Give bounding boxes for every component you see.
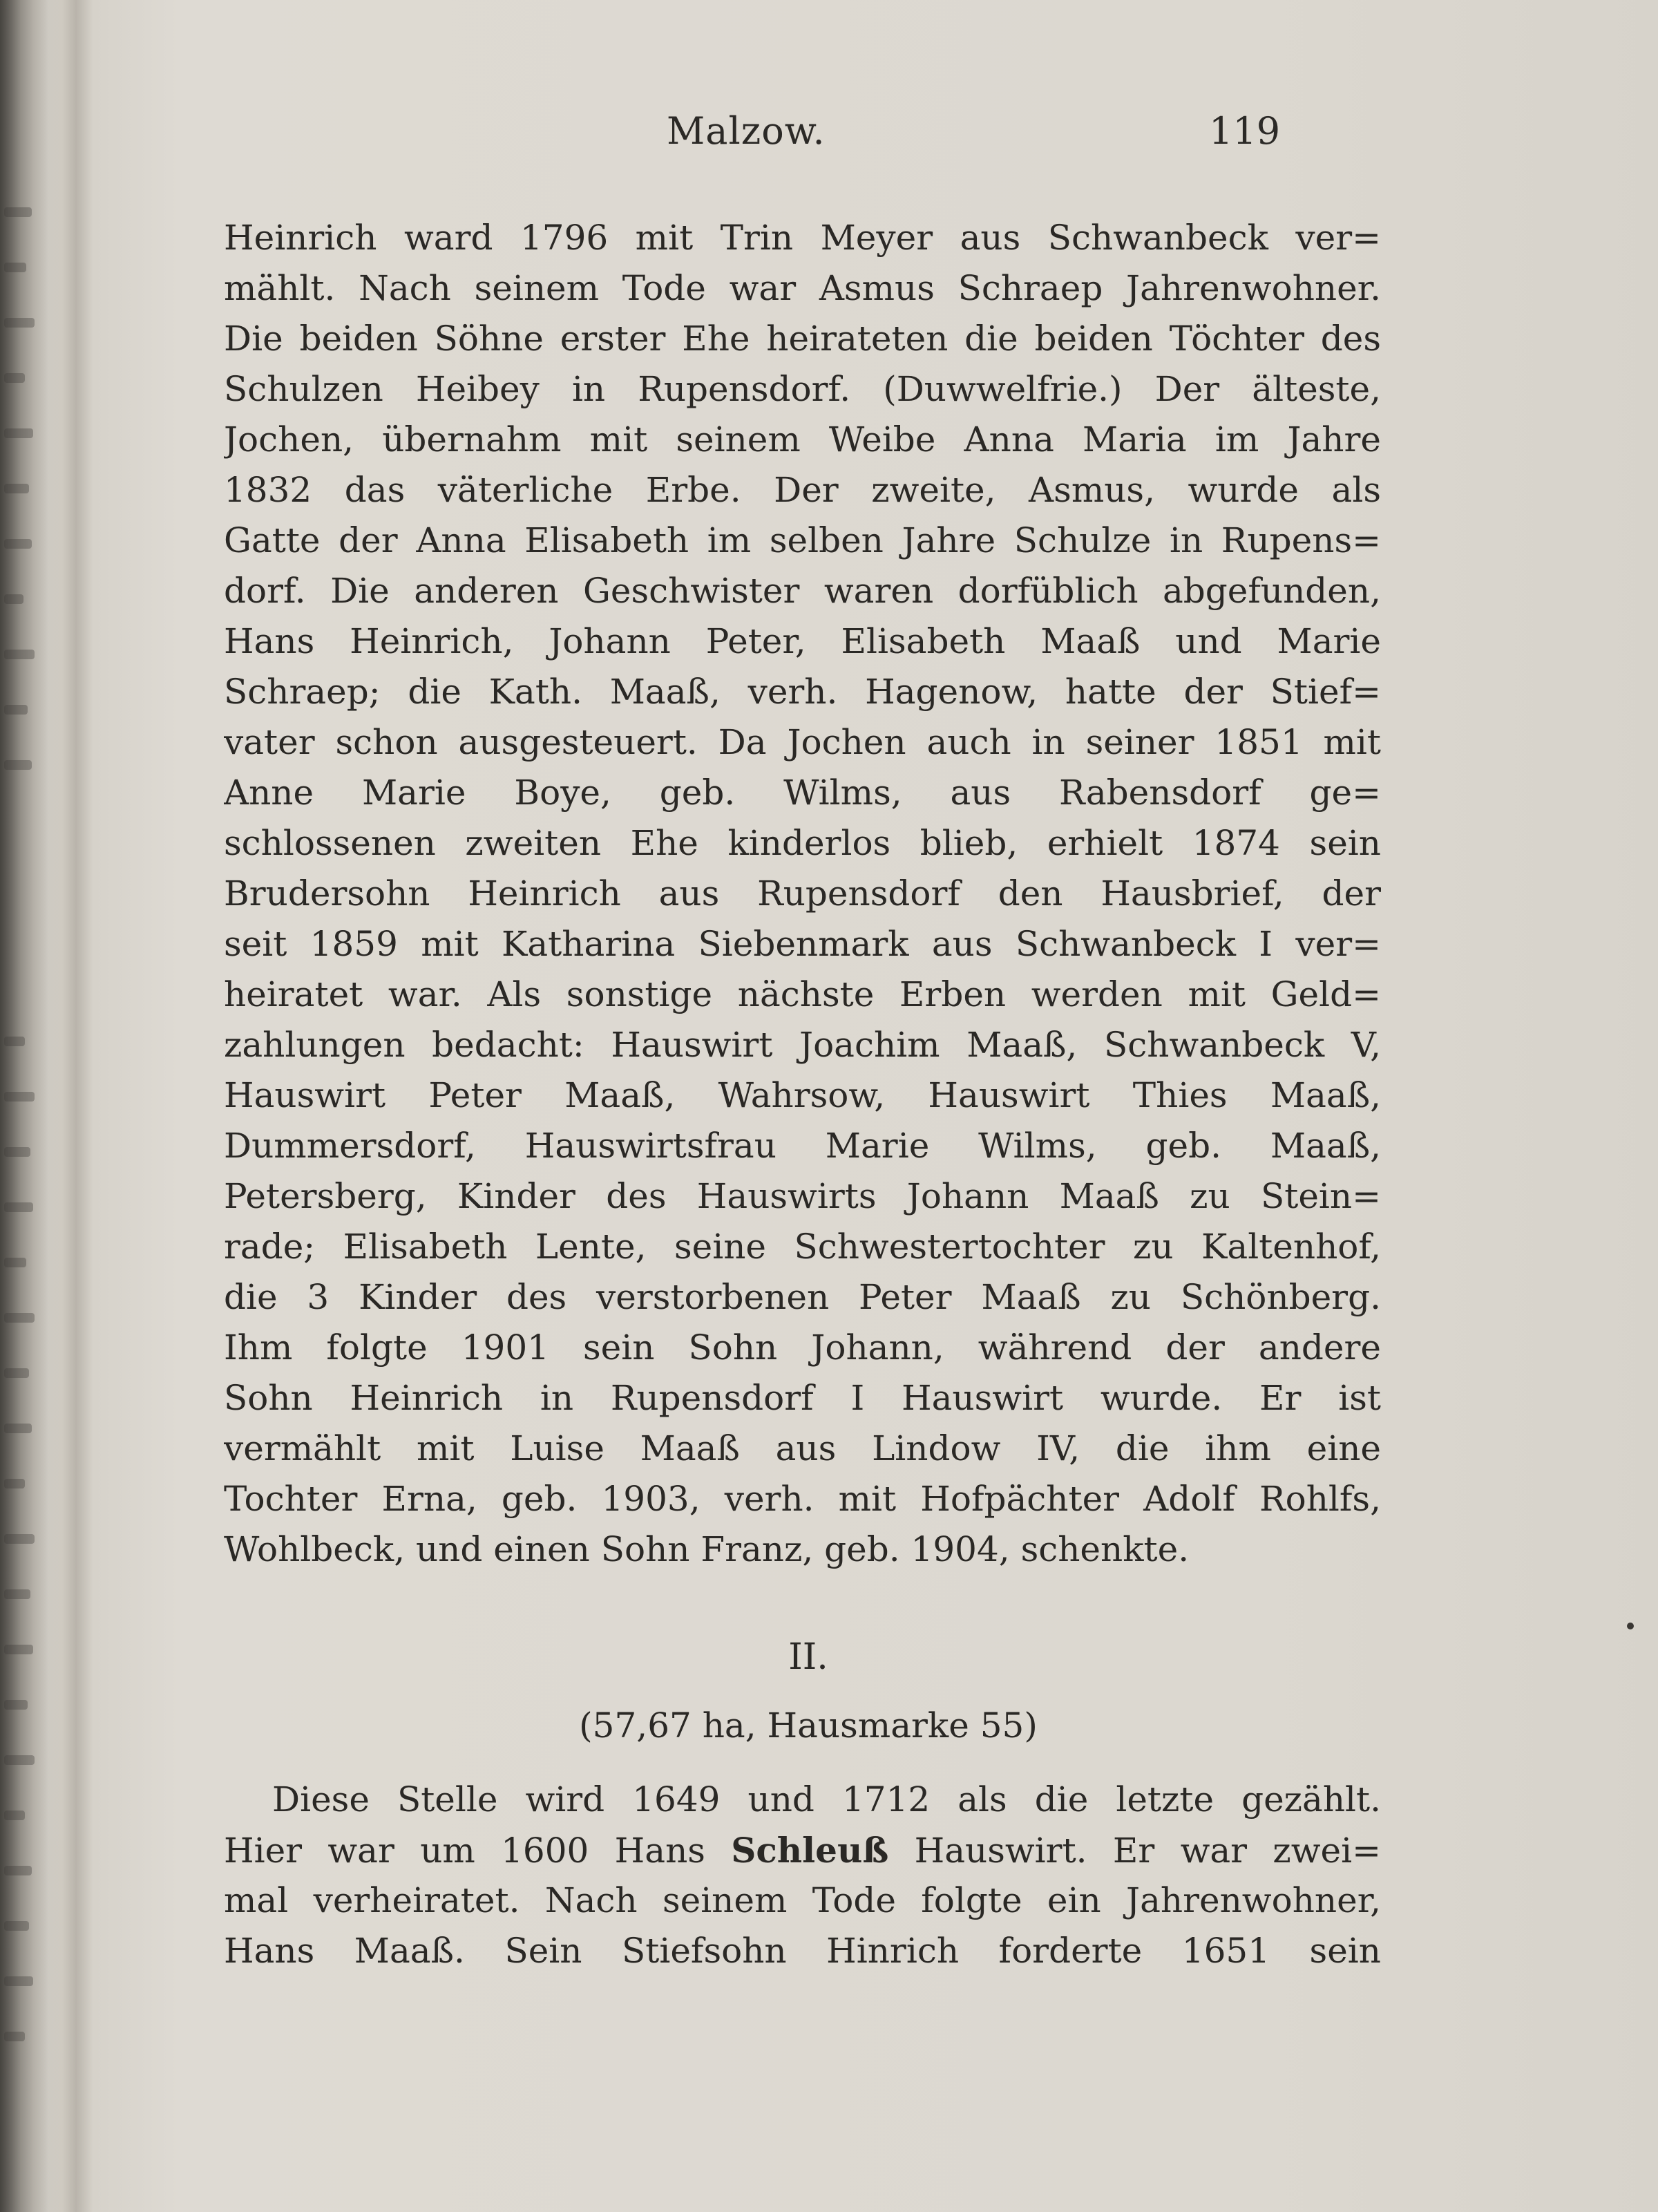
text-line: Dummersdorf, Hauswirtsfrau Marie Wilms, geb. Maaß, [224,1126,1381,1166]
text-line: Schulzen Heibey in Rupensdorf. (Duwwelfrie.) Der älteste, [224,369,1381,409]
text-line: Wohlbeck, und einen Sohn Franz, geb. 1904, schenkte. [224,1529,1190,1569]
text-line: dorf. Die anderen Geschwister waren dorfüblich abgefunden, [224,571,1381,611]
paragraph-2 [224,1775,1381,1976]
text-line: seit 1859 mit Katharina Siebenmark aus Schwanbeck I ver= [224,924,1381,964]
text-line: Die beiden Söhne erster Ehe heirateten die beiden Töchter des [224,319,1381,359]
text-line: die 3 Kinder des verstorbenen Peter Maaß zu Schönberg. [224,1277,1381,1317]
bold-name: Schleuß [731,1830,889,1871]
text-line: rade; Elisabeth Lente, seine Schwestertochter zu Kaltenhof, [224,1227,1381,1267]
text-line: Schraep; die Kath. Maaß, verh. Hagenow, hatte der Stief= [224,672,1381,712]
text-line: mal verheiratet. Nach seinem Tode folgte ein Jahrenwohner, [224,1880,1381,1920]
text-line: Jochen, übernahm mit seinem Weibe Anna Maria im Jahre [224,419,1381,460]
book-page [97,0,1658,2212]
page-number: 119 [1209,109,1281,153]
text-segment: Hier war um 1600 Hans [224,1831,732,1871]
text-line: Heinrich ward 1796 mit Trin Meyer aus Schwanbeck ver= [224,218,1381,258]
text-line: Brudersohn Heinrich aus Rupensdorf den Hausbrief, der [224,873,1381,914]
section-heading-subtitle: (57,67 ha, Hausmarke 55) [579,1705,1038,1746]
text-line: vermählt mit Luise Maaß aus Lindow IV, die ihm eine [224,1428,1381,1468]
text-line: Ihm folgte 1901 sein Sohn Johann, während der andere [224,1327,1381,1368]
text-line: vater schon ausgesteuert. Da Jochen auch in seiner 1851 mit [224,722,1381,762]
text-line: 1832 das väterliche Erbe. Der zweite, Asmus, wurde als [224,470,1381,510]
text-line: Tochter Erna, geb. 1903, verh. mit Hofpächter Adolf Rohlfs, [224,1479,1381,1519]
page-header [97,109,1658,164]
text-segment: Hauswirt. Er war zwei= [888,1831,1381,1871]
paragraph-1 [224,213,1381,1575]
text-line: Hans Maaß. Sein Stiefsohn Hinrich forderte 1651 sein [224,1931,1381,1971]
paper-speck [1627,1623,1634,1629]
text-line [224,1825,1381,1875]
text-line: Hauswirt Peter Maaß, Wahrsow, Hauswirt Thies Maaß, [224,1075,1381,1115]
section-heading-numeral: II. [788,1636,828,1678]
text-line: mählt. Nach seinem Tode war Asmus Schraep Jahrenwohner. [224,268,1381,308]
text-line: Anne Marie Boye, geb. Wilms, aus Rabensdorf ge= [224,773,1381,813]
text-line: zahlungen bedacht: Hauswirt Joachim Maaß, Schwanbeck V, [224,1025,1381,1065]
text-line: Diese Stelle wird 1649 und 1712 als die letzte gezählt. [272,1779,1381,1819]
text-line: Gatte der Anna Elisabeth im selben Jahre Schulze in Rupens= [224,520,1381,560]
text-line: Sohn Heinrich in Rupensdorf I Hauswirt wurde. Er ist [224,1378,1381,1418]
facing-page-bleed [0,0,83,2212]
running-title: Malzow. [667,109,826,153]
text-line: heiratet war. Als sonstige nächste Erben werden mit Geld= [224,974,1381,1014]
text-line: Hans Heinrich, Johann Peter, Elisabeth Maaß und Marie [224,621,1381,661]
text-line: schlossenen zweiten Ehe kinderlos blieb, erhielt 1874 sein [224,823,1381,863]
text-line: Petersberg, Kinder des Hauswirts Johann Maaß zu Stein= [224,1176,1381,1216]
